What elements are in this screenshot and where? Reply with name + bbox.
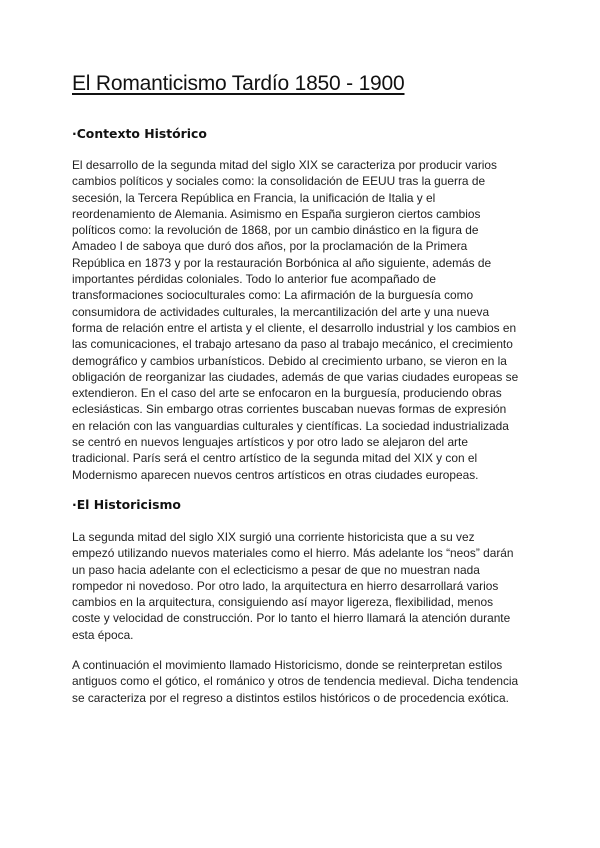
text-line: transformaciones socioculturales como: La afirmación de la burguesía como: [72, 288, 474, 303]
text-line: La segunda mitad del siglo XIX surgió una corriente historicista que a su vez: [72, 530, 475, 544]
text-line: forma de relación entre el artista y el cliente, el desarrollo industrial y los cambios en: [72, 320, 517, 335]
text-line: empezó utilizando nuevos materiales como el hierro. Más adelante los “neos” darán: [72, 546, 514, 561]
text-line: en relación con las vanguardias culturales y científicas. La sociedad industrializada: [72, 418, 509, 433]
text-line: consumidora de actividades culturales, la mercantilización del arte y una nueva: [72, 304, 490, 319]
text-line: cambios políticos y sociales como: la consolidación de EEUU tras la guerra de: [72, 174, 486, 189]
paragraph-historicismo-2: [72, 657, 532, 706]
text-line: secesión, la Tercera República en Francia, la unificación de Italia y el: [72, 190, 436, 205]
text-line: reordenamiento de Alemania. Asimismo en España surgieron ciertos cambios: [72, 206, 481, 221]
text-line: cambios en la arquitectura, consiguiendo así mayor ligereza, flexibilidad, menos: [72, 595, 494, 610]
text-line: las comunicaciones, el trabajo artesano da paso al trabajo mecánico, el crecimiento: [72, 337, 513, 352]
text-line: un paso hacia adelante con el eclecticismo a pesar de que no muestran nada: [72, 562, 480, 577]
text-line: esta época.: [72, 627, 134, 642]
text-line: importantes pérdidas coloniales. Todo lo anterior fue acompañado de: [72, 272, 436, 287]
text-line: antiguos como el gótico, el románico y otros de tendencia medieval. Dicha tendencia: [72, 674, 519, 689]
text-line: eclesiásticas. Sin embargo otras corrientes buscaban nuevas formas de expresión: [72, 402, 507, 417]
text-line: Amadeo I de saboya que duró dos años, por la proclamación de la Primera: [72, 239, 468, 254]
section-heading-contexto: ·Contexto Histórico: [72, 126, 207, 141]
text-line: rompedor ni novedoso. Por otro lado, la arquitectura en hierro desarrollará varios: [72, 578, 499, 593]
text-line: se caracteriza por el regreso a distintos estilos históricos o de procedencia exótica.: [72, 690, 509, 705]
text-line: obligación de reorganizar las ciudades, además de que varias ciudades europeas se: [72, 369, 519, 384]
text-line: políticos como: la revolución de 1868, por un cambio dinástico en la figura de: [72, 223, 479, 238]
text-line: coste y velocidad de construcción. Por lo tanto el hierro llamará la atención durante: [72, 611, 511, 626]
text-line: demográfico y cambios urbanísticos. Debido al crecimiento urbano, se vieron en la: [72, 353, 507, 368]
text-line: tradicional. París será el centro artístico de la segunda mitad del XIX y con el: [72, 451, 478, 466]
paragraph-contexto: [72, 157, 532, 483]
paragraph-historicismo-1: [72, 529, 532, 643]
text-line: República en 1873 y por la restauración Borbónica al año siguiente, además de: [72, 255, 492, 270]
text-line: se centró en nuevos lenguajes artísticos y por otro lado se alejaron del arte: [72, 435, 468, 450]
text-line: A continuación el movimiento llamado Historicismo, donde se reinterpretan estilos: [72, 658, 503, 672]
document-title: El Romanticismo Tardío 1850 - 1900: [72, 72, 405, 95]
text-line: extendieron. En el caso del arte se enfocaron en la burguesía, produciendo obras: [72, 386, 502, 401]
text-line: El desarrollo de la segunda mitad del siglo XIX se caracteriza por producir varios: [72, 158, 497, 172]
section-heading-historicismo: ·El Historicismo: [72, 497, 181, 512]
text-line: Modernismo aparecen nuevos centros artísticos en otras ciudades europeas.: [72, 467, 479, 482]
